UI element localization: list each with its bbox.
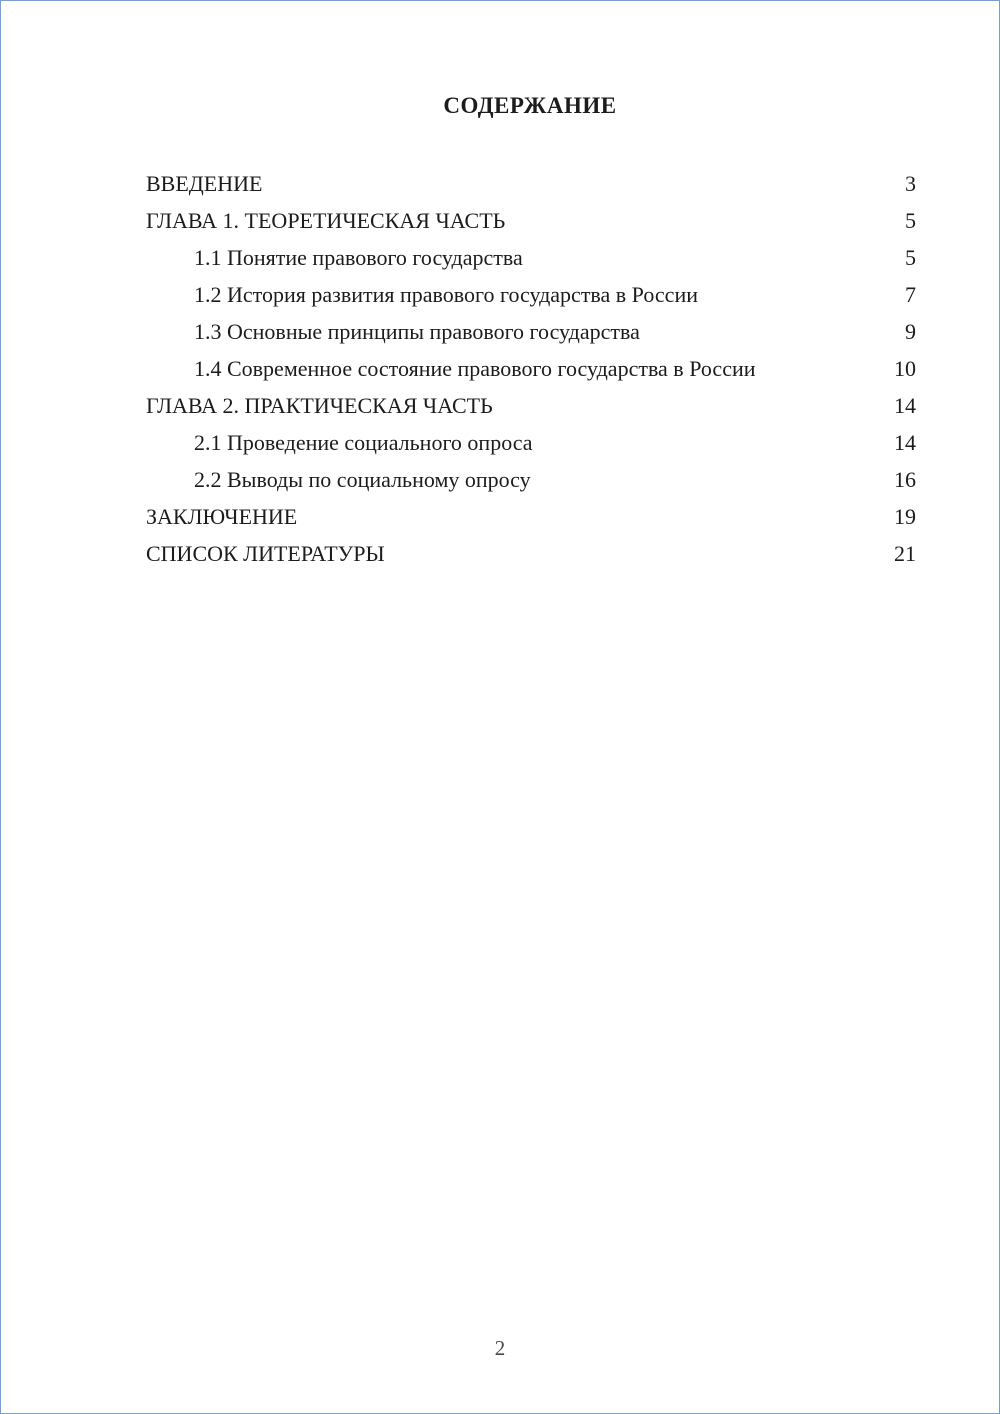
toc-entry-page-number: 7 <box>905 282 916 307</box>
toc-entry <box>146 350 916 387</box>
toc-entry-page-number: 19 <box>894 504 916 529</box>
toc-entry <box>146 276 916 313</box>
toc-entry-label: ГЛАВА 2. ПРАКТИЧЕСКАЯ ЧАСТЬ <box>146 393 493 418</box>
toc-entry-label: 1.4 Современное состояние правового государства в России <box>194 356 756 381</box>
toc-entry-label: 2.1 Проведение социального опроса <box>194 430 533 455</box>
page-title: СОДЕРЖАНИЕ <box>443 93 617 118</box>
toc-entry-label: СПИСОК ЛИТЕРАТУРЫ <box>146 541 385 566</box>
toc-entry-page-number: 5 <box>905 245 916 270</box>
toc-entry-page-number: 21 <box>894 541 916 566</box>
toc-entry-page-number: 9 <box>905 319 916 344</box>
toc-entry <box>146 424 916 461</box>
toc-entry-label: 1.1 Понятие правового государства <box>194 245 523 270</box>
toc-entry <box>146 239 916 276</box>
toc-entry-page-number: 14 <box>894 393 916 418</box>
toc-entry-label: 1.2 История развития правового государства в России <box>194 282 698 307</box>
toc-entry-page-number: 5 <box>905 208 916 233</box>
toc-entry-label: ВВЕДЕНИЕ <box>146 171 263 196</box>
toc-entry <box>146 202 916 239</box>
table-of-contents <box>146 165 916 572</box>
toc-entry <box>146 498 916 535</box>
toc-entry-label: ГЛАВА 1. ТЕОРЕТИЧЕСКАЯ ЧАСТЬ <box>146 208 506 233</box>
toc-entry <box>146 165 916 202</box>
footer-page-number: 2 <box>494 1336 506 1360</box>
toc-entry <box>146 461 916 498</box>
toc-entry-label: 1.3 Основные принципы правового государства <box>194 319 640 344</box>
toc-entry <box>146 387 916 424</box>
toc-entry-page-number: 10 <box>894 356 916 381</box>
toc-entry <box>146 313 916 350</box>
toc-entry-page-number: 16 <box>894 467 916 492</box>
toc-entry-label: 2.2 Выводы по социальному опросу <box>194 467 531 492</box>
toc-entry-page-number: 3 <box>905 171 916 196</box>
toc-entry-label: ЗАКЛЮЧЕНИЕ <box>146 504 298 529</box>
toc-entry-page-number: 14 <box>894 430 916 455</box>
page-content <box>1 1 999 572</box>
toc-entry <box>146 535 916 572</box>
